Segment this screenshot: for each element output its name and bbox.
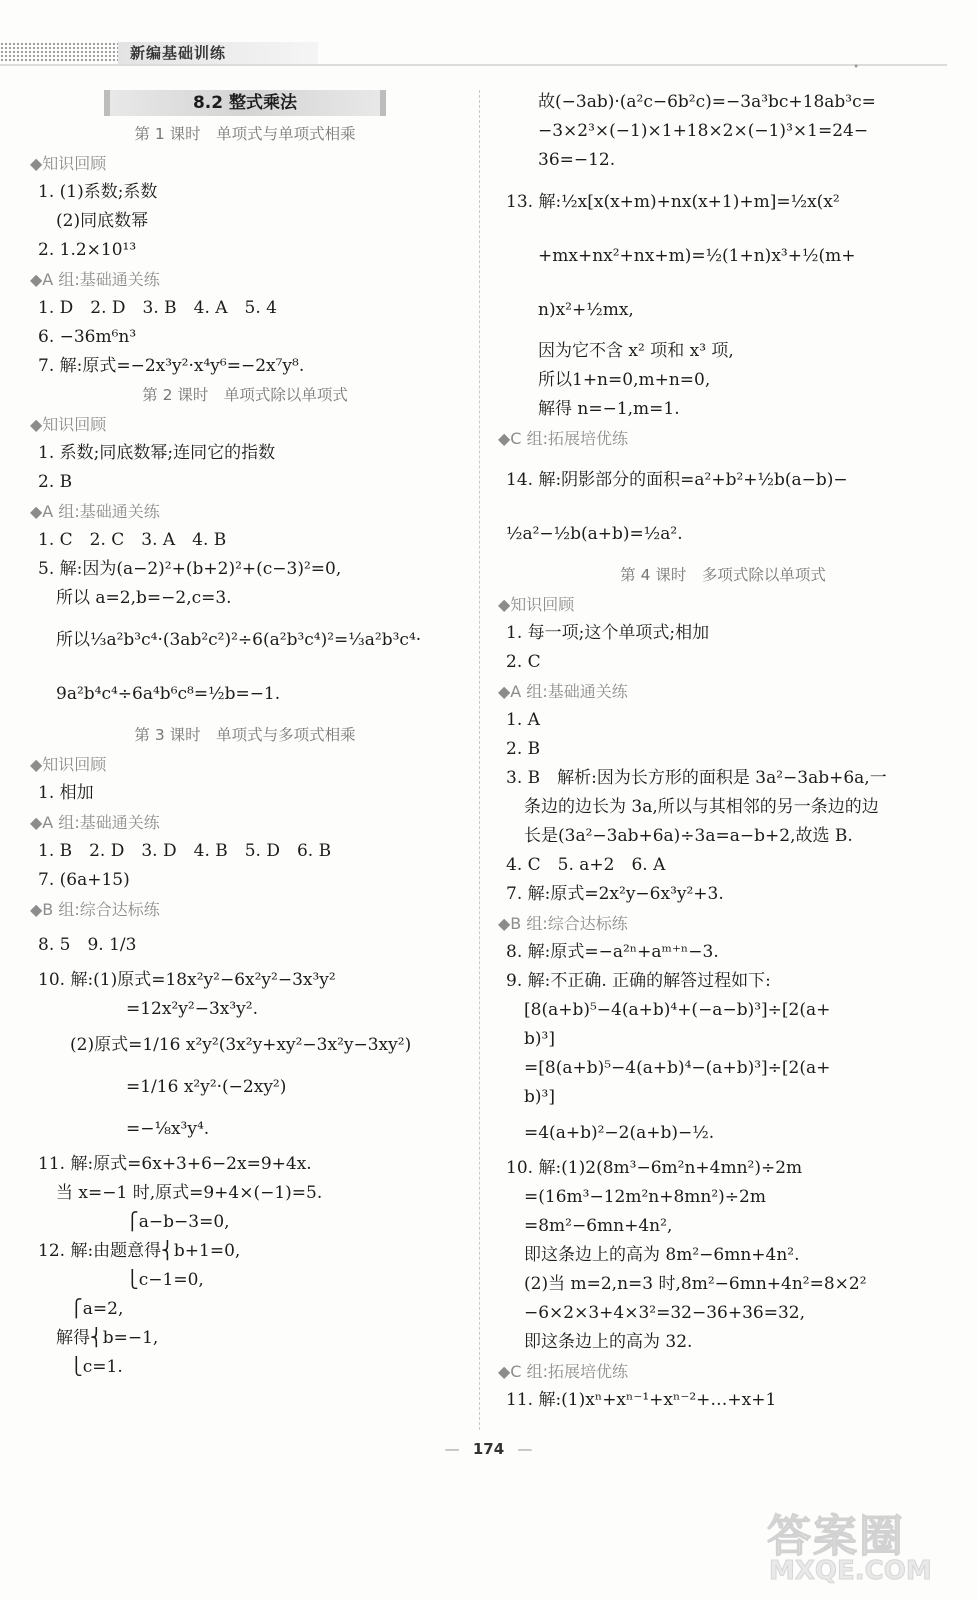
answer-line: ⎧a−b−3=0, bbox=[126, 1212, 230, 1232]
answer-line: b)³] bbox=[524, 1087, 555, 1107]
answer-line: b)³] bbox=[524, 1029, 555, 1049]
answer-line: ½a²−½b(a+b)=½a². bbox=[506, 524, 683, 544]
watermark-url: MXQE.COM bbox=[769, 1556, 932, 1586]
answer-line: ⎩c=1. bbox=[70, 1357, 123, 1377]
answer-line: (2)同底数幂 bbox=[56, 211, 149, 231]
answer-line: 条边的边长为 3a,所以与其相邻的另一条边的边 bbox=[524, 797, 879, 817]
group-heading: ◆A 组:基础通关练 bbox=[30, 502, 160, 521]
group-heading: ◆C 组:拓展培优练 bbox=[498, 1362, 628, 1381]
answer-line: 长是(3a²−3ab+6a)÷3a=a−b+2,故选 B. bbox=[524, 826, 853, 846]
answer-line: 故(−3ab)·(a²c−6b²c)=−3a³bc+18ab³c= bbox=[538, 92, 876, 112]
answer-line: n)x²+½mx, bbox=[538, 300, 634, 320]
answer-line: 9a²b⁴c⁴÷6a⁴b⁶c⁸=½b=−1. bbox=[56, 684, 281, 704]
answer-line: =1/16 x²y²·(−2xy²) bbox=[126, 1077, 287, 1097]
answer-line: 2. B bbox=[506, 739, 541, 759]
answer-line: ⎧a=2, bbox=[70, 1299, 124, 1319]
answer-line: 36=−12. bbox=[538, 150, 616, 170]
answer-line: 1. A bbox=[506, 710, 540, 730]
group-heading: ◆B 组:综合达标练 bbox=[30, 900, 160, 919]
footer-dash-right: — bbox=[517, 1440, 533, 1458]
answer-line: 1. B 2. D 3. D 4. B 5. D 6. B bbox=[38, 841, 332, 861]
book-title: 新编基础训练 bbox=[130, 44, 227, 62]
group-heading: ◆A 组:基础通关练 bbox=[30, 813, 160, 832]
answer-line: 1. C 2. C 3. A 4. B bbox=[38, 530, 227, 550]
answer-line: 10. 解:(1)原式=18x²y²−6x²y²−3x³y² bbox=[38, 970, 336, 990]
answer-line: 6. −36m⁶n³ bbox=[38, 327, 137, 347]
answer-line: 所以⅓a²b³c⁴·(3ab²c²)²÷6(a²b³c⁴)²=⅓a²b³c⁴· bbox=[56, 630, 422, 650]
answer-line: [8(a+b)⁵−4(a+b)⁴+(−a−b)³]÷[2(a+ bbox=[524, 1000, 831, 1020]
group-heading: ◆A 组:基础通关练 bbox=[30, 270, 160, 289]
answer-line: 1. (1)系数;系数 bbox=[38, 182, 158, 202]
section-title: 8.2 整式乘法 bbox=[104, 90, 386, 116]
group-heading: ◆知识回顾 bbox=[30, 415, 107, 434]
answer-line: −3×2³×(−1)×1+18×2×(−1)³×1=24− bbox=[538, 121, 869, 141]
answer-line: 1. 每一项;这个单项式;相加 bbox=[506, 623, 710, 643]
answer-line: =8m²−6mn+4n², bbox=[524, 1216, 673, 1236]
lesson-heading: 第 4 课时 多项式除以单项式 bbox=[620, 566, 826, 584]
answer-line: ⎩c−1=0, bbox=[126, 1270, 204, 1290]
group-heading: ◆知识回顾 bbox=[30, 154, 107, 173]
answer-line: 9. 解:不正确. 正确的解答过程如下: bbox=[506, 971, 771, 991]
lesson-heading: 第 2 课时 单项式除以单项式 bbox=[142, 386, 348, 404]
answer-line: −6×2×3+4×3²=32−36+36=32, bbox=[524, 1303, 806, 1323]
header-dot-pattern bbox=[0, 42, 120, 62]
answer-line: 7. 解:原式=−2x³y²·x⁴y⁶=−2x⁷y⁸. bbox=[38, 356, 305, 376]
answer-line: 2. B bbox=[38, 472, 73, 492]
answer-line: 8. 5 9. 1/3 bbox=[38, 935, 137, 955]
answer-line: =4(a+b)²−2(a+b)−½. bbox=[524, 1123, 715, 1143]
answer-line: 因为它不含 x² 项和 x³ 项, bbox=[538, 341, 734, 361]
answer-line: 1. D 2. D 3. B 4. A 5. 4 bbox=[38, 298, 277, 318]
answer-line: (2)原式=1/16 x²y²(3x²y+xy²−3x²y−3xy²) bbox=[70, 1035, 412, 1055]
footer-dash-left: — bbox=[444, 1440, 460, 1458]
answer-line: 14. 解:阴影部分的面积=a²+b²+½b(a−b)− bbox=[506, 470, 848, 490]
answer-line: 11. 解:原式=6x+3+6−2x=9+4x. bbox=[38, 1154, 312, 1174]
answer-line: 解得 n=−1,m=1. bbox=[538, 399, 680, 419]
answer-line: 11. 解:(1)xⁿ+xⁿ⁻¹+xⁿ⁻²+…+x+1 bbox=[506, 1390, 777, 1410]
group-heading: ◆B 组:综合达标练 bbox=[498, 914, 628, 933]
left-column bbox=[30, 88, 460, 1382]
header-rule bbox=[0, 64, 947, 66]
answer-line: 所以1+n=0,m+n=0, bbox=[538, 370, 711, 390]
answer-line: =[8(a+b)⁵−4(a+b)⁴−(a+b)³]÷[2(a+ bbox=[524, 1058, 831, 1078]
answer-line: 1. 相加 bbox=[38, 783, 94, 803]
page-number: 174 bbox=[472, 1440, 505, 1458]
answer-line: =(16m³−12m²n+8mn²)÷2m bbox=[524, 1187, 766, 1207]
answer-line: 7. (6a+15) bbox=[38, 870, 130, 890]
answer-line: 即这条边上的高为 32. bbox=[524, 1332, 693, 1352]
answer-line: 3. B 解析:因为长方形的面积是 3a²−3ab+6a,一 bbox=[506, 768, 887, 788]
page-header bbox=[0, 28, 977, 72]
page-footer bbox=[0, 1440, 977, 1458]
answer-line: =12x²y²−3x³y². bbox=[126, 999, 258, 1019]
watermark-logo-text: 答案圈 bbox=[767, 1511, 905, 1562]
answer-line: 5. 解:因为(a−2)²+(b+2)²+(c−3)²=0, bbox=[38, 559, 342, 579]
answer-line: 4. C 5. a+2 6. A bbox=[506, 855, 666, 875]
lesson-heading: 第 3 课时 单项式与多项式相乘 bbox=[134, 726, 356, 744]
answer-line: 10. 解:(1)2(8m³−6m²n+4mn²)÷2m bbox=[506, 1158, 803, 1178]
answer-line: 解得⎨b=−1, bbox=[56, 1328, 159, 1348]
answer-line: 所以 a=2,b=−2,c=3. bbox=[56, 588, 232, 608]
answer-line: 1. 系数;同底数幂;连同它的指数 bbox=[38, 443, 276, 463]
group-heading: ◆C 组:拓展培优练 bbox=[498, 429, 628, 448]
answer-line: 8. 解:原式=−a²ⁿ+aᵐ⁺ⁿ−3. bbox=[506, 942, 719, 962]
answer-line: 7. 解:原式=2x²y−6x³y²+3. bbox=[506, 884, 724, 904]
answer-line: 12. 解:由题意得⎨b+1=0, bbox=[38, 1241, 241, 1261]
watermark bbox=[767, 1500, 957, 1592]
answer-line: 即这条边上的高为 8m²−6mn+4n². bbox=[524, 1245, 800, 1265]
answer-line: 2. C bbox=[506, 652, 541, 672]
corner-mark: • bbox=[853, 62, 859, 73]
answer-line: 13. 解:½x[x(x+m)+nx(x+1)+m]=½x(x² bbox=[506, 192, 840, 212]
group-heading: ◆知识回顾 bbox=[498, 595, 575, 614]
group-heading: ◆A 组:基础通关练 bbox=[498, 682, 628, 701]
answer-line: =−⅛x³y⁴. bbox=[126, 1119, 210, 1139]
right-column bbox=[498, 88, 948, 1415]
group-heading: ◆知识回顾 bbox=[30, 755, 107, 774]
answer-line: 当 x=−1 时,原式=9+4×(−1)=5. bbox=[56, 1183, 323, 1203]
column-divider bbox=[479, 90, 481, 1430]
lesson-heading: 第 1 课时 单项式与单项式相乘 bbox=[134, 125, 356, 143]
answer-line: 2. 1.2×10¹³ bbox=[38, 240, 137, 260]
answer-line: (2)当 m=2,n=3 时,8m²−6mn+4n²=8×2² bbox=[524, 1274, 867, 1294]
answer-line: +mx+nx²+nx+m)=½(1+n)x³+½(m+ bbox=[538, 246, 856, 266]
